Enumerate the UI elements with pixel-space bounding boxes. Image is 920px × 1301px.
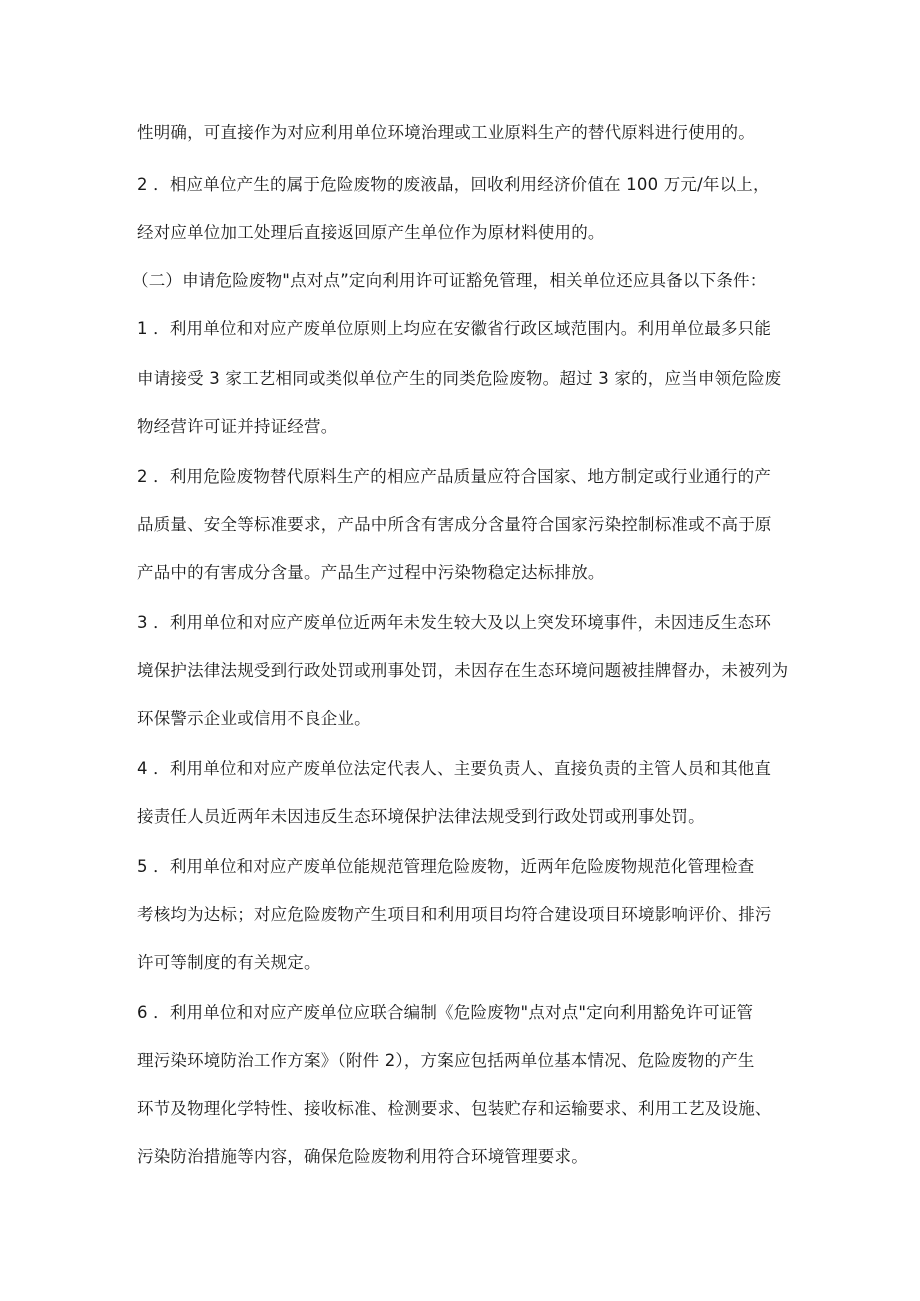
text-line: 环保警示企业或信用不良企业。 — [137, 709, 371, 728]
text-line: 理污染环境防治工作方案》（附件 2），方案应包括两单位基本情况、危险废物的产生 — [137, 1051, 755, 1070]
text-line: 2 ．利用危险废物替代原料生产的相应产品质量应符合国家、地方制定或行业通行的产 — [137, 467, 772, 486]
text-line: 许可等制度的有关规定。 — [137, 953, 321, 972]
text-line: 品质量、安全等标准要求，产品中所含有害成分含量符合国家污染控制标准或不高于原 — [137, 515, 772, 534]
text-line: 4 ．利用单位和对应产废单位法定代表人、主要负责人、直接负责的主管人员和其他直 — [137, 759, 772, 778]
text-line: 性明确，可直接作为对应利用单位环境治理或工业原料生产的替代原料进行使用的。 — [137, 123, 755, 142]
text-line: 1 ．利用单位和对应产废单位原则上均应在安徽省行政区域范围内。利用单位最多只能 — [137, 319, 772, 338]
text-line: 申请接受 3 家工艺相同或类似单位产生的同类危险废物。超过 3 家的，应当申领危险废 — [137, 369, 782, 388]
text-line: 考核均为达标；对应危险废物产生项目和利用项目均符合建设项目环境影响评价、排污 — [137, 905, 772, 924]
text-line: 2 ．相应单位产生的属于危险废物的废液晶，回收利用经济价值在 100 万元/年以上， — [137, 175, 770, 194]
text-line: 物经营许可证并持证经营。 — [137, 417, 338, 436]
text-line: 6 ．利用单位和对应产废单位应联合编制《危险废物"点对点"定向利用豁免许可证管 — [137, 1003, 754, 1022]
text-line: 境保护法律法规受到行政处罚或刑事处罚，未因存在生态环境问题被挂牌督办，未被列为 — [137, 661, 789, 680]
section-heading: （二）申请危险废物"点对点”定向利用许可证豁免管理，相关单位还应具备以下条件： — [132, 271, 767, 290]
text-line: 产品中的有害成分含量。产品生产过程中污染物稳定达标排放。 — [137, 563, 605, 582]
text-line: 5 ．利用单位和对应产废单位能规范管理危险废物，近两年危险废物规范化管理检查 — [137, 857, 755, 876]
text-line: 经对应单位加工处理后直接返回原产生单位作为原材料使用的。 — [137, 223, 605, 242]
text-line: 环节及物理化学特性、接收标准、检测要求、包装贮存和运输要求、利用工艺及设施、 — [137, 1099, 772, 1118]
text-line: 污染防治措施等内容，确保危险废物利用符合环境管理要求。 — [137, 1147, 588, 1166]
text-line: 3 ．利用单位和对应产废单位近两年未发生较大及以上突发环境事件，未因违反生态环 — [137, 613, 772, 632]
text-line: 接责任人员近两年未因违反生态环境保护法律法规受到行政处罚或刑事处罚。 — [137, 807, 705, 826]
